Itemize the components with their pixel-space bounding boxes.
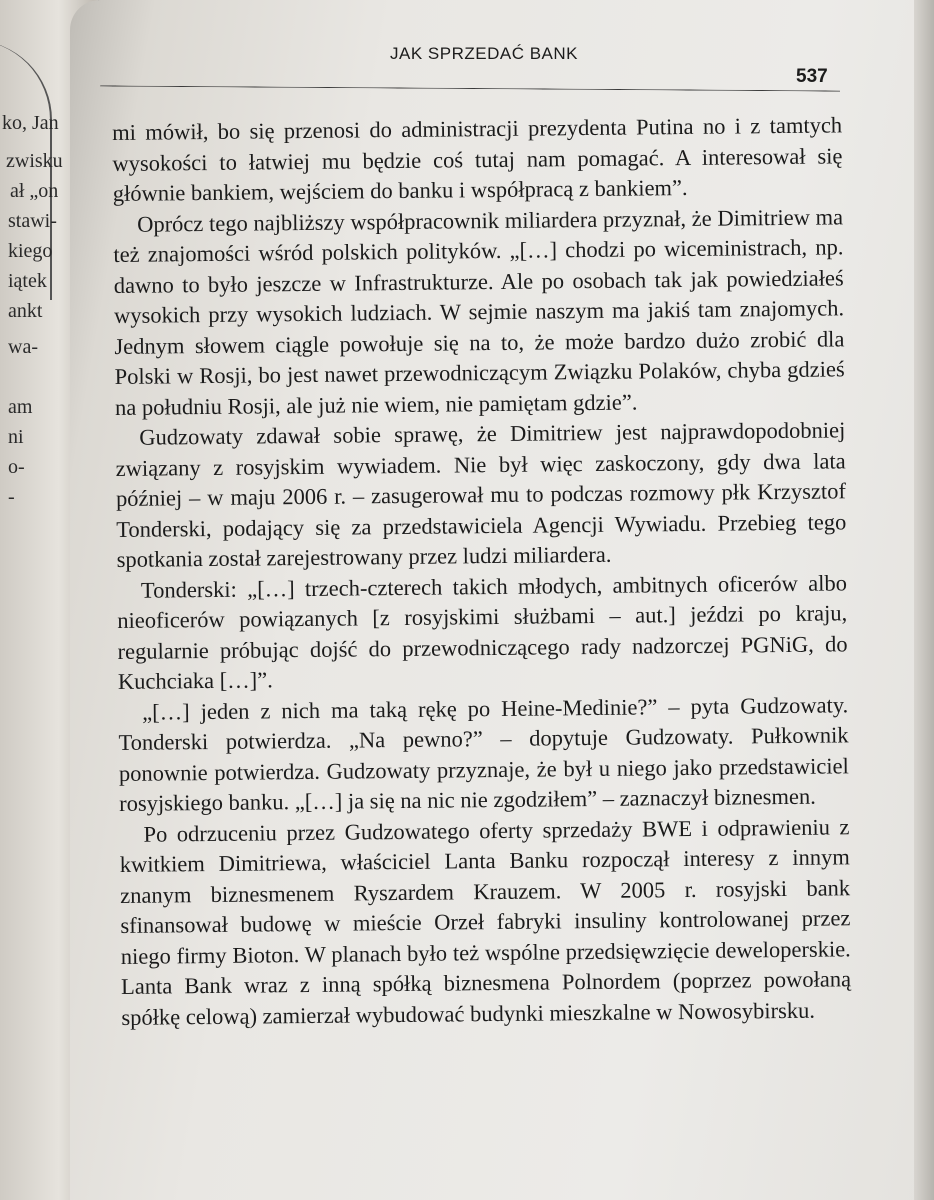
left-fragment: ko, Jan [2,112,59,134]
page-number: 537 [796,66,828,87]
paragraph: „[…] jeden z nich ma taką rękę po Heine-Medinie?” – pyta Gudzowaty. Tonderski potwierdza. „Na pewno?” – dopytuje Gudzowaty. Pułkownik ponownie potwierdza. Gudzowaty przyznaje, że był u niego jako przedstawiciel rosyjskiego banku. „[…] ja się na nic nie zgodziłem” – zaznaczył biznesmen. [118,691,849,816]
left-fragment: stawi- [8,210,57,232]
left-fragment: ankt [8,300,43,322]
left-fragment: zwisku [6,150,63,172]
left-fragment: kiego [8,240,53,262]
left-fragment: o- [8,456,25,478]
left-fragment: iątek [8,270,47,292]
paragraph: Oprócz tego najbliższy współpracownik miliardera przyznał, że Dimitriew ma też znajomości wśród polskich polityków. „[…] chodzi po wiceministrach, np. dawno to było jeszcze w Infrastrukturze. Ale po osobach tak jak powiedziałeś wysokich przy wysokich ludziach. W sejmie naszym ma jakiś tam znajomych. Jednym słowem ciągle powołuje się na to, że może bardzo dużo zrobić dla Polski w Rosji, bo jest nawet przewodniczącym Związku Polaków, chyba gdzieś na południu Rosji, ale już nie wiem, nie pamiętam gdzie”. [113,203,845,420]
left-fragment: - [8,486,15,508]
left-fragment: ni [8,426,24,448]
paragraph: Gudzowaty zdawał sobie sprawę, że Dimitriew jest najprawdopodobniej związany z rosyjskim wywiadem. Nie był więc zaskoczony, gdy dwa lata później – w maju 2006 r. – zasugerował mu to podczas rozmowy płk Krzysztof Tonderski, podający się za przedstawiciela Agencji Wywiadu. Przebieg tego spotkania został zarejestrowany przez ludzi miliardera. [115,417,847,572]
paragraph: Tonderski: „[…] trzech-czterech takich młodych, ambitnych oficerów albo nieoficerów powiązanych [z rosyjskimi służbami – aut.] jeździ po kraju, regularnie próbując dojść do przewodniczącego rady nadzorczej PGNiG, do Kuchciaka […]”. [117,569,848,694]
left-fragment: wa- [8,336,38,358]
left-fragment: am [8,396,33,418]
paragraph: mi mówił, bo się przenosi do administracji prezydenta Putina no i z tamtych wysokości to łatwiej mu będzie coś tutaj nam pomagać. A interesował się głównie bankiem, wejściem do banku i współpracą z bankiem”. [112,112,843,206]
left-fragment: ał „on [10,180,59,202]
body-text [112,110,852,1033]
paragraph: Po odrzuceniu przez Gudzowatego oferty sprzedaży BWE i odprawieniu z kwitkiem Dimitriewa, właściciel Lanta Banku rozpoczął interesy z innym znanym biznesmenem Ryszardem Krauzem. W 2005 r. rosyjski bank sfinansował budowę w mieście Orzeł fabryki insuliny kontrolowanej przez niego firmy Bioton. W planach było też wspólne przedsięwzięcie deweloperskie. Lanta Bank wraz z inną spółką biznesmena Polnordem (poprzez powołaną spółkę celową) zamierzał wybudować budynki mieszkalne w Nowosybirsku. [119,813,852,1030]
book-page [70,0,934,1200]
page-edge [914,0,934,1200]
running-head: JAK SPRZEDAĆ BANK [390,44,578,63]
header-rule [100,85,840,91]
